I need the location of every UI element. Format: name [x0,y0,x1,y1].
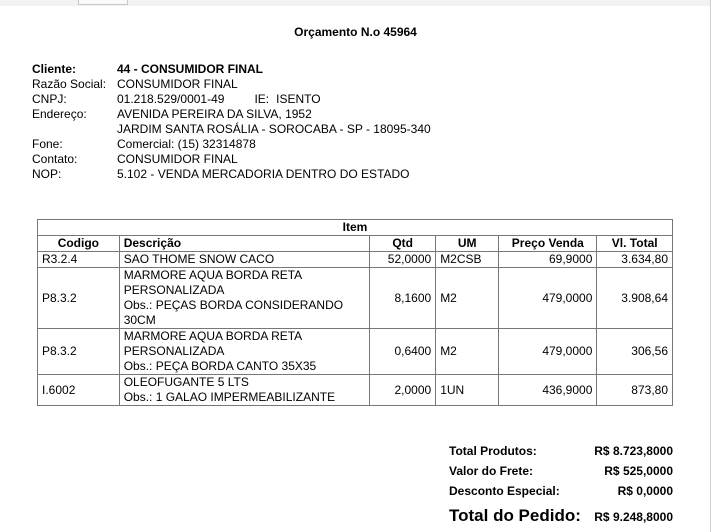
browser-top-strip [0,0,711,6]
desc-line: PERSONALIZADA [123,344,225,358]
fone-value: Comercial: (15) 32314878 [117,137,256,151]
table-row [38,252,673,268]
desc-line: MARMORE AQUA BORDA RETA [123,329,303,343]
nop-label: NOP: [32,167,62,181]
cell-qtd: 52,0000 [370,252,436,268]
razao-value: CONSUMIDOR FINAL [117,77,238,91]
cliente-label: Cliente: [32,62,77,76]
cell-total: 3.634,80 [597,252,673,268]
cell-qtd: 8,1600 [370,268,436,329]
table-header-row [38,236,673,252]
cell-descricao [119,252,369,268]
desc-line: Obs.: PEÇA BORDA CANTO 35X35 [123,359,317,373]
desc-line: Obs.: 1 GALAO IMPERMEABILIZANTE [123,390,336,404]
header-preco-venda: Preço Venda [499,236,597,252]
desc-line: SAO THOME SNOW CACO [123,252,275,266]
cell-qtd: 0,6400 [370,329,436,375]
cell-codigo: I.6002 [38,375,120,406]
desconto-row [449,480,675,500]
table-caption-row [38,220,673,236]
total-pedido-value: R$ 9.248,8000 [594,510,673,524]
cell-qtd: 2,0000 [370,375,436,406]
cell-total: 873,80 [597,375,673,406]
table-row [38,268,673,329]
total-pedido-row [449,500,675,526]
contato-value: CONSUMIDOR FINAL [117,152,238,166]
cell-codigo: P8.3.2 [38,268,120,329]
contato-row [32,152,431,167]
totals-block [449,440,675,526]
table-caption: Item [38,220,673,236]
cell-descricao [119,375,369,406]
endereco-line-2: JARDIM SANTA ROSÁLIA - SOROCABA - SP - 18095-340 [117,122,431,136]
header-um: UM [436,236,499,252]
valor-frete-row [449,460,675,480]
cell-total: 306,56 [597,329,673,375]
cell-um: 1UN [436,375,499,406]
desc-line: MARMORE AQUA BORDA RETA [123,268,303,282]
cell-preco: 436,9000 [499,375,597,406]
razao-label: Razão Social: [32,77,107,91]
cell-descricao [119,329,369,375]
total-pedido-label: Total do Pedido: [449,506,581,525]
desc-line: PERSONALIZADA [123,283,225,297]
cell-codigo: R3.2.4 [38,252,120,268]
cell-codigo: P8.3.2 [38,329,120,375]
cell-um: M2 [436,268,499,329]
endereco-row [32,107,431,122]
total-produtos-label: Total Produtos: [449,444,537,458]
items-table [37,219,673,406]
endereco-label: Endereço: [32,107,87,121]
table-row [38,375,673,406]
desc-line: 30CM [123,313,156,327]
browser-tab[interactable] [78,0,128,5]
fone-row [32,137,431,152]
cell-preco: 479,0000 [499,268,597,329]
cell-um: M2CSB [436,252,499,268]
customer-info [32,62,431,182]
table-row [38,329,673,375]
header-descricao: Descrição [119,236,369,252]
header-qtd: Qtd [370,236,436,252]
endereco-line-1: AVENIDA PEREIRA DA SILVA, 1952 [117,107,312,121]
fone-label: Fone: [32,137,63,151]
ie-label: IE: [254,92,270,106]
cnpj-label: CNPJ: [32,92,67,106]
cell-preco: 69,9000 [499,252,597,268]
valor-frete-label: Valor do Frete: [449,464,534,478]
cliente-row [32,62,431,77]
desc-line: Obs.: PEÇAS BORDA CONSIDERANDO [123,298,344,312]
ie-value: ISENTO [276,92,321,106]
page-title: Orçamento N.o 45964 [294,25,417,39]
cell-total: 3.908,64 [597,268,673,329]
cliente-value: 44 - CONSUMIDOR FINAL [117,62,264,76]
endereco-row-2 [32,122,431,137]
cell-um: M2 [436,329,499,375]
nop-value: 5.102 - VENDA MERCADORIA DENTRO DO ESTADO [117,167,410,181]
cell-descricao [119,268,369,329]
nop-row [32,167,431,182]
total-produtos-value: R$ 8.723,8000 [594,444,673,458]
desconto-label: Desconto Especial: [449,484,560,498]
cell-preco: 479,0000 [499,329,597,375]
cnpj-value: 01.218.529/0001-49 [117,92,225,106]
cnpj-row [32,92,431,107]
header-valor-total: Vl. Total [597,236,673,252]
total-produtos-row [449,440,675,460]
razao-row [32,77,431,92]
desc-line: OLEOFUGANTE 5 LTS [123,375,249,389]
contato-label: Contato: [32,152,78,166]
valor-frete-value: R$ 525,0000 [604,464,673,478]
header-codigo: Codigo [38,236,120,252]
desconto-value: R$ 0,0000 [617,484,673,498]
